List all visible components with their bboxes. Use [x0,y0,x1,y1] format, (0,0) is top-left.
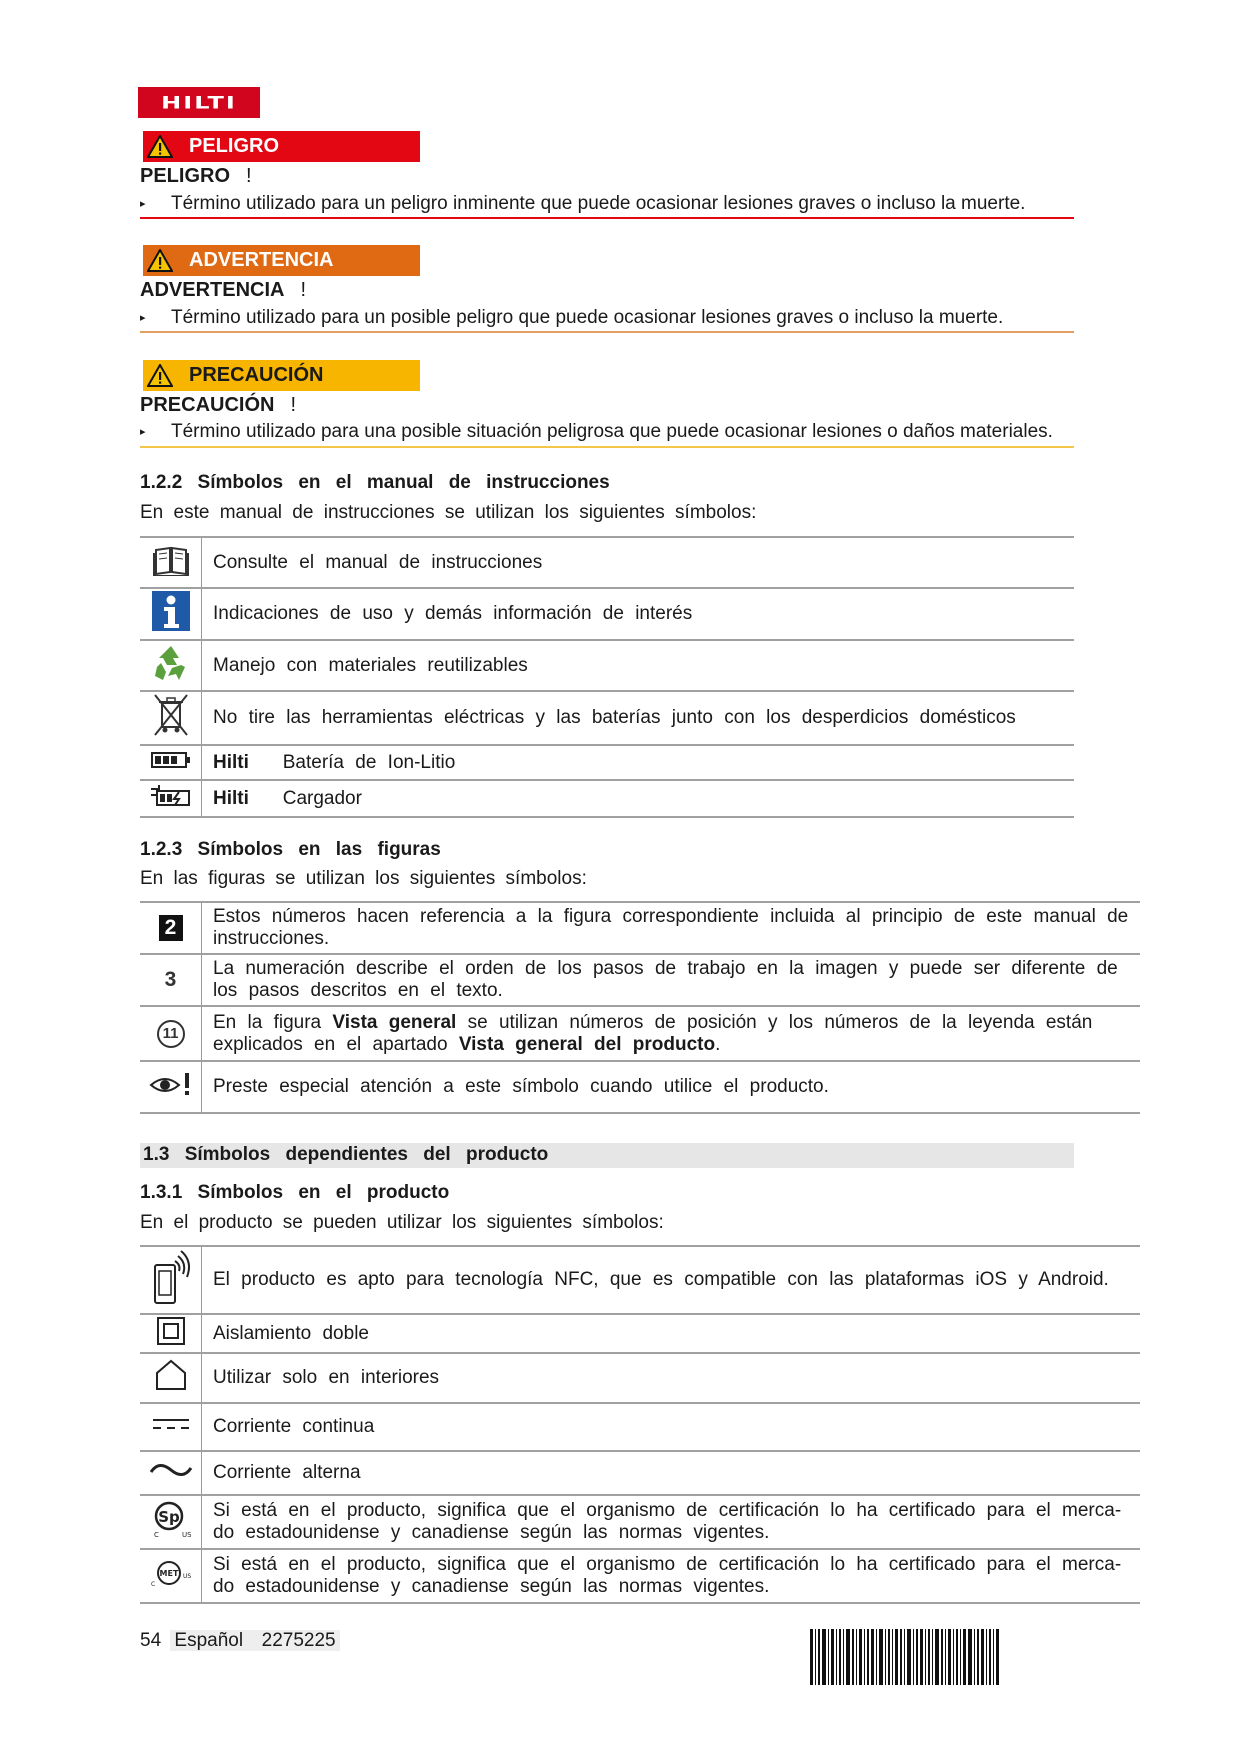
warning-divider [140,331,1074,333]
table-cell-text: Preste especial atención a este símbolo cuando utilice el producto. [213,1076,829,1097]
manual-symbols-table [140,536,1074,818]
alternating-current-icon [149,1460,193,1486]
warning-description: ▸ Término utilizado para un posible peligro que puede ocasionar lesiones graves o incluso la muerte. [140,307,1004,328]
svg-text:Sp: Sp [157,1508,180,1526]
table-row [140,1246,1140,1314]
section-1-3-1-heading: 1.3.1 Símbolos en el producto [140,1182,450,1203]
warning-triangle-icon [143,131,177,162]
crossed-bin-icon [151,692,191,744]
table-cell-text: En la figura Vista general se utilizan números de posición y los números de la leyenda están explicados en el apartado Vista general del producto. [213,1011,1093,1055]
warning-signal-label: ADVERTENCIA [189,249,334,271]
caution-signal-label: PRECAUCIÓN [189,364,324,386]
caution-description: ▸ Término utilizado para una posible situación peligrosa que puede ocasionar lesiones o daños materiales. [140,421,1053,442]
table-cell-text: Cargador [282,787,362,809]
table-cell-text: Utilizar solo en interiores [213,1367,440,1388]
table-cell-text: Si está en el producto, significa que el organismo de certificación lo ha certificado para el merca- do estadounidense y canadiense según las normas vigentes. [213,1554,1122,1597]
hilti-logo: HILTI [138,87,260,118]
table-cell-text: Si está en el producto, significa que el organismo de certificación lo ha certificado para el merca- do estadounidense y canadiense según las normas vigentes. [213,1500,1122,1543]
table-row [140,1403,1140,1451]
table-cell-text: La numeración describe el orden de los pasos de trabajo en la imagen y puede ser diferente de los pasos descritos en el texto. [213,958,1118,1001]
svg-text:US: US [182,1573,191,1580]
table-row [140,1495,1140,1549]
table-cell-text: Aislamiento doble [213,1322,369,1344]
page-footer [140,1630,340,1652]
table-row [140,745,1074,780]
table-row [140,1314,1140,1353]
table-cell-text: Estos números hacen referencia a la figura correspondiente incluida al principio de este manual de instrucciones. [202,902,1141,954]
warning-signal-bar [143,245,420,276]
table-cell-text: Consulte el manual de instrucciones [213,551,543,573]
table-row [140,954,1140,1006]
svg-text:US: US [181,1531,191,1539]
position-number-icon: 11 [157,1020,185,1048]
double-insulation-icon [157,1317,185,1351]
barcode [810,1629,1068,1685]
svg-text:MET: MET [159,1569,178,1578]
section-1-3-heading: 1.3 Símbolos dependientes del producto [143,1144,549,1165]
danger-signal-label: PELIGRO [189,135,280,157]
charger-icon [149,783,193,815]
danger-divider [140,217,1074,219]
direct-current-icon [151,1416,191,1438]
product-symbols-table [140,1245,1140,1604]
table-row [140,1006,1140,1061]
caution-divider [140,446,1074,448]
indoor-house-icon [154,1359,188,1397]
info-icon [151,590,191,638]
brand-name: Hilti [213,787,249,809]
table-row [140,780,1074,817]
danger-description: ▸ Término utilizado para un peligro inminente que puede ocasionar lesiones graves o incluso la muerte. [140,193,1026,214]
step-number-icon: 3 [164,968,177,991]
table-cell-text: El producto es apto para tecnología NFC, que es compatible con las plataformas iOS y Android. [202,1246,1141,1314]
warning-signal-word: ADVERTENCIA ! [140,279,307,301]
danger-signal-word: PELIGRO ! [140,165,252,187]
table-cell-text: Batería de Ion-Litio [282,751,456,773]
table-row [140,537,1074,588]
caution-signal-word: PRECAUCIÓN ! [140,394,297,416]
csa-cert-icon [151,1499,191,1545]
section-1-3-1-intro: En el producto se pueden utilizar los siguientes símbolos: [140,1212,664,1233]
section-1-2-2-intro: En este manual de instrucciones se utilizan los siguientes símbolos: [140,502,757,523]
section-1-2-2-heading: 1.2.2 Símbolos en el manual de instrucciones [140,472,610,493]
section-1-2-3-heading: 1.2.3 Símbolos en las figuras [140,839,441,860]
nfc-icon [151,1247,191,1313]
table-row [140,902,1140,954]
book-icon [152,544,190,582]
caution-signal-bar [143,360,420,391]
document-number: 2275225 [261,1630,336,1651]
table-row [140,1549,1140,1603]
table-cell-text: No tire las herramientas eléctricas y las baterías junto con los desperdicios domésticos [213,707,1016,728]
table-row [140,1353,1140,1403]
battery-icon [150,750,192,776]
met-cert-icon [149,1558,193,1594]
table-row [140,691,1074,745]
warning-triangle-icon [143,245,177,276]
brand-name: Hilti [213,751,249,773]
table-row [140,1451,1140,1495]
attention-eye-icon [149,1071,193,1103]
table-cell-text: Corriente alterna [213,1462,361,1483]
figure-number-icon: 2 [159,915,183,941]
recycle-icon [151,643,191,689]
table-cell-text: Corriente continua [213,1416,375,1437]
table-cell-text: Indicaciones de uso y demás información de interés [213,603,693,624]
warning-triangle-icon [143,360,177,391]
svg-text:C: C [150,1581,155,1588]
section-1-2-3-intro: En las figuras se utilizan los siguientes símbolos: [140,868,587,889]
footer-language: Español [174,1630,244,1651]
page-number: 54 [140,1630,162,1651]
table-row [140,640,1074,691]
danger-signal-bar [143,131,420,162]
section-1-3-heading-bar [140,1143,1074,1168]
svg-text:C: C [153,1531,159,1539]
table-row [140,1061,1140,1113]
table-cell-text: Manejo con materiales reutilizables [213,654,528,676]
figure-symbols-table [140,901,1140,1114]
table-row [140,588,1074,640]
